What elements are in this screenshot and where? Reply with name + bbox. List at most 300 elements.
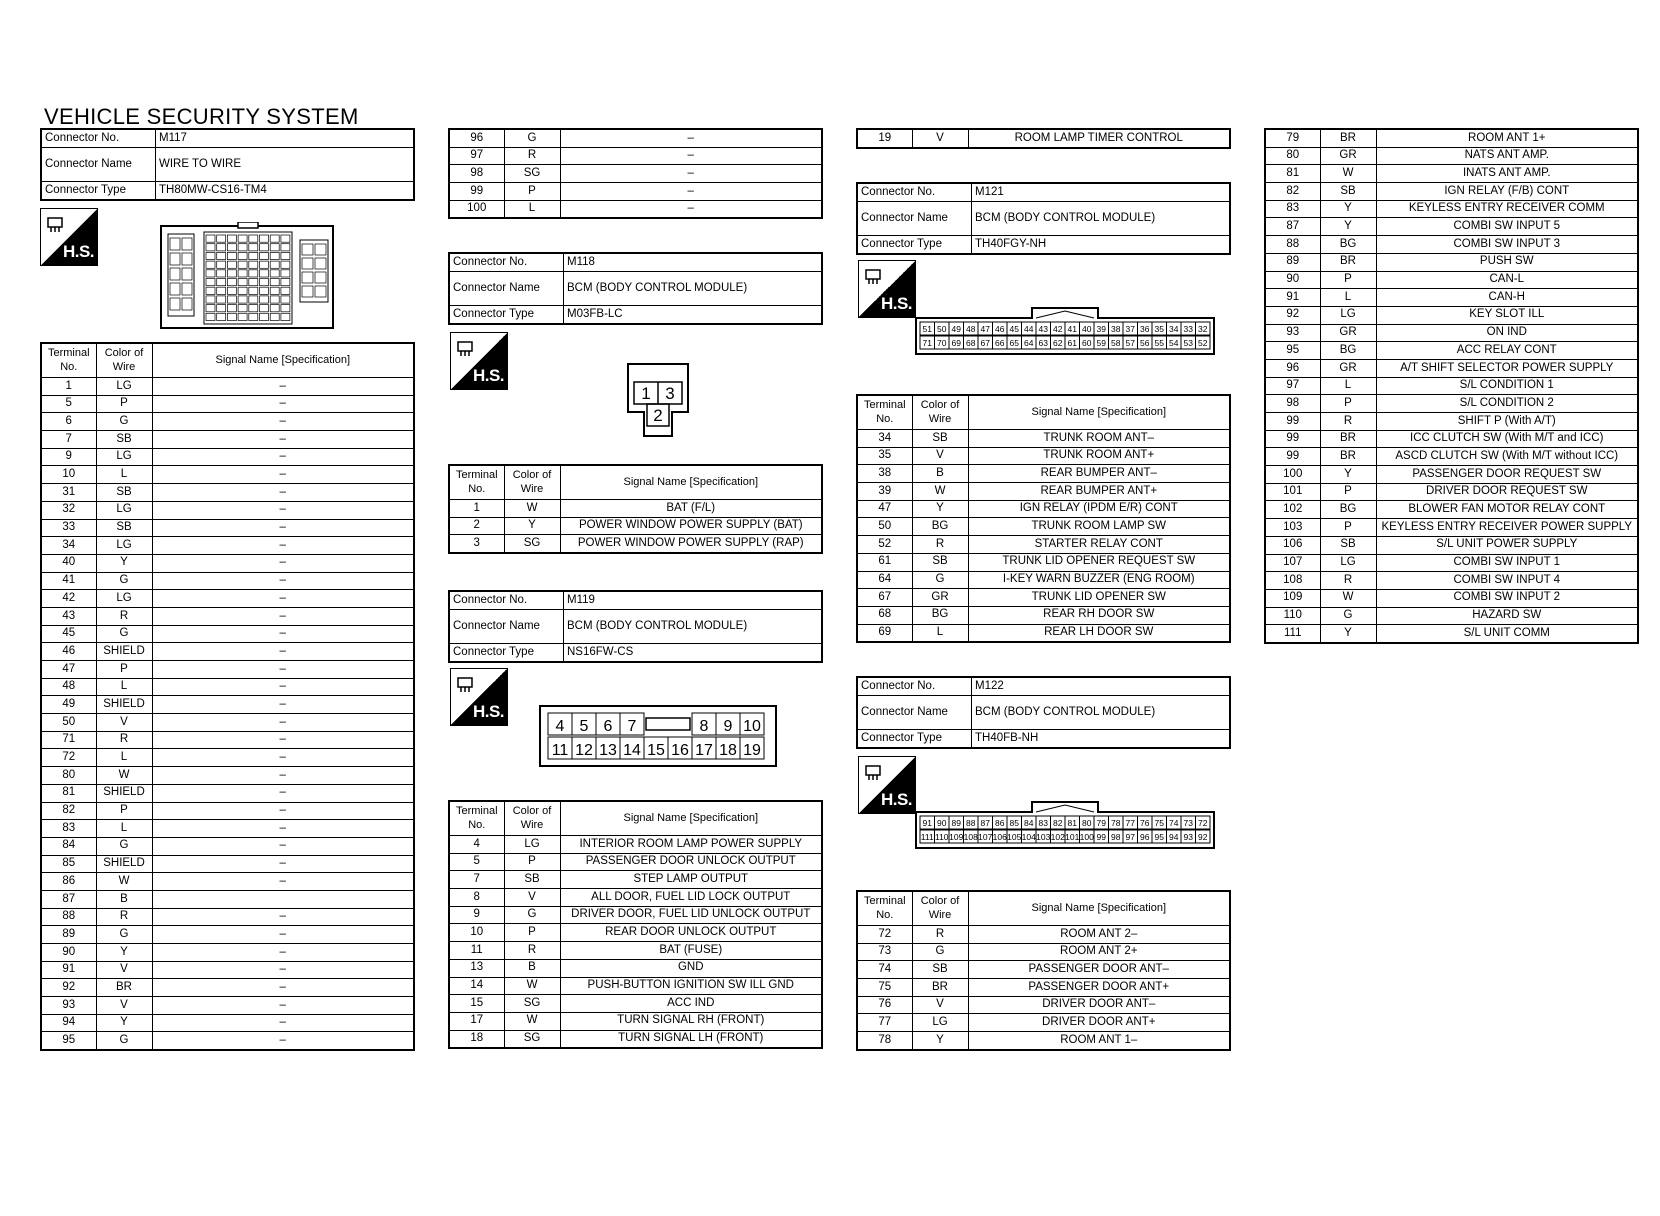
terminal-no: 42 <box>41 590 96 608</box>
wire-color: Y <box>912 1032 968 1050</box>
wire-color: L <box>96 820 152 838</box>
wire-color: SHIELD <box>96 784 152 802</box>
signal-name: – <box>152 519 414 537</box>
wire-color: V <box>96 961 152 979</box>
cavity <box>238 287 247 294</box>
wire-color: P <box>96 395 152 413</box>
m122-info-table <box>856 676 1231 749</box>
terminal-no: 89 <box>41 926 96 944</box>
pin-number: 46 <box>995 323 1005 334</box>
pin-number: 4 <box>555 718 565 735</box>
signal-name: – <box>152 448 414 466</box>
signal-name <box>152 890 414 908</box>
wire-color: G <box>504 129 560 147</box>
terminal-no: 64 <box>857 571 912 589</box>
signal-name: ROOM ANT 2– <box>968 926 1230 944</box>
pin-number: 97 <box>1125 831 1135 842</box>
cavity <box>249 313 258 320</box>
cavity <box>217 235 226 242</box>
table-row <box>41 926 414 944</box>
cavity <box>260 261 269 268</box>
m119-terminal-section <box>448 800 823 1049</box>
wire-color: BG <box>1320 342 1376 360</box>
signal-name: S/L UNIT POWER SUPPLY <box>1376 536 1638 554</box>
pin-number: 11 <box>551 742 569 759</box>
pin-number: 12 <box>575 742 593 759</box>
wire-color: SB <box>912 553 968 571</box>
terminal-no: 49 <box>41 696 96 714</box>
terminal-no: 1 <box>449 500 504 518</box>
cavity <box>260 244 269 251</box>
terminal-no: 18 <box>449 1030 504 1048</box>
connector-plug-icon <box>864 266 886 288</box>
terminal-no: 33 <box>41 519 96 537</box>
connector-name-value: BCM (BODY CONTROL MODULE) <box>972 696 1231 730</box>
connector-no-value: M117 <box>156 129 415 148</box>
wire-color: LG <box>96 590 152 608</box>
cavity <box>270 305 279 312</box>
terminal-no: 82 <box>1265 183 1320 201</box>
wire-color: LG <box>96 448 152 466</box>
terminal-no: 83 <box>41 820 96 838</box>
signal-name: – <box>152 1014 414 1032</box>
terminal-no: 39 <box>857 483 912 501</box>
signal-name: ROOM ANT 2+ <box>968 943 1230 961</box>
pin-number: 39 <box>1096 323 1106 334</box>
wire-color: L <box>504 200 560 218</box>
terminal-no: 95 <box>41 1032 96 1050</box>
terminal-no: 88 <box>1265 236 1320 254</box>
signal-name: – <box>152 572 414 590</box>
terminal-no: 95 <box>1265 342 1320 360</box>
terminal-no: 102 <box>1265 501 1320 519</box>
signal-name: DRIVER DOOR ANT+ <box>968 1014 1230 1032</box>
pin-number: 106 <box>992 831 1007 842</box>
pin-number: 67 <box>980 337 990 348</box>
terminal-no: 90 <box>41 944 96 962</box>
pin-number: 49 <box>951 323 961 334</box>
wire-color: G <box>96 837 152 855</box>
table-row <box>1265 165 1638 183</box>
m122-terminal-table <box>856 890 1231 1051</box>
page-title: VEHICLE SECURITY SYSTEM <box>44 104 359 129</box>
cavity <box>170 283 180 295</box>
wire-color: SB <box>96 519 152 537</box>
signal-name: PASSENGER DOOR REQUEST SW <box>1376 466 1638 484</box>
terminal-no: 80 <box>41 767 96 785</box>
wire-color: SHIELD <box>96 643 152 661</box>
terminal-no: 31 <box>41 484 96 502</box>
terminal-no: 87 <box>1265 218 1320 236</box>
connector-plug-icon <box>864 762 886 784</box>
cavity <box>281 261 290 268</box>
pin-number: 36 <box>1140 323 1150 334</box>
terminal-no: 77 <box>857 1014 912 1032</box>
table-row <box>41 802 414 820</box>
pin-number: 47 <box>980 323 990 334</box>
wire-color: SB <box>912 430 968 448</box>
table-row <box>1265 448 1638 466</box>
signal-name: TRUNK LID OPENER REQUEST SW <box>968 553 1230 571</box>
signal-name: – <box>152 696 414 714</box>
cavity <box>182 268 192 280</box>
signal-header: Signal Name [Specification] <box>560 465 822 500</box>
wire-color: SG <box>504 1030 560 1048</box>
cavity <box>227 279 236 286</box>
terminal-no: 50 <box>41 714 96 732</box>
wire-color: V <box>96 714 152 732</box>
terminal-no: 34 <box>857 430 912 448</box>
table-row <box>1265 466 1638 484</box>
pin-number: 96 <box>1140 831 1150 842</box>
table-row <box>41 837 414 855</box>
wire-color: W <box>504 500 560 518</box>
cavity <box>217 279 226 286</box>
connector-name-label: Connector Name <box>449 272 564 306</box>
m121-connector-diagram <box>914 306 1216 356</box>
cavity <box>302 244 313 255</box>
cavity <box>270 287 279 294</box>
terminal-no: 10 <box>449 924 504 942</box>
wire-color: Y <box>96 554 152 572</box>
cavity <box>281 287 290 294</box>
table-row <box>41 731 414 749</box>
wire-color: G <box>96 572 152 590</box>
pin-number: 9 <box>723 718 733 735</box>
wire-color: P <box>96 661 152 679</box>
wire-color: BG <box>1320 501 1376 519</box>
connector-type-label: Connector Type <box>449 644 564 663</box>
terminal-no: 47 <box>41 661 96 679</box>
table-row <box>41 890 414 908</box>
wire-color: BG <box>912 518 968 536</box>
terminal-no: 75 <box>857 979 912 997</box>
wire-color: R <box>912 926 968 944</box>
cavity <box>170 238 180 250</box>
connector-type-value: M03FB-LC <box>564 306 823 325</box>
wire-color: L <box>96 678 152 696</box>
signal-name: ON IND <box>1376 324 1638 342</box>
terminal-no: 50 <box>857 518 912 536</box>
table-row <box>449 906 822 924</box>
pin-number: 107 <box>978 831 993 842</box>
pin-number: 38 <box>1111 323 1121 334</box>
pin-number: 82 <box>1053 817 1063 828</box>
terminal-no: 72 <box>857 926 912 944</box>
terminal-no: 5 <box>449 853 504 871</box>
signal-name: ROOM ANT 1– <box>968 1032 1230 1050</box>
signal-name: TRUNK ROOM ANT+ <box>968 447 1230 465</box>
terminal-no: 91 <box>41 961 96 979</box>
m122-continued-table <box>1264 128 1639 644</box>
cavity <box>227 261 236 268</box>
cavity <box>238 313 247 320</box>
cavity <box>182 298 192 310</box>
terminal-no: 90 <box>1265 271 1320 289</box>
pin-number: 5 <box>579 718 589 735</box>
signal-name: KEYLESS ENTRY RECEIVER POWER SUPPLY <box>1376 519 1638 537</box>
wire-color: SB <box>96 431 152 449</box>
terminal-no: 110 <box>1265 607 1320 625</box>
table-row <box>449 977 822 995</box>
wire-color: P <box>504 924 560 942</box>
cavity <box>217 296 226 303</box>
signal-header: Signal Name [Specification] <box>968 395 1230 430</box>
table-row <box>1265 271 1638 289</box>
pin-number: 100 <box>1079 831 1094 842</box>
color-header: Color of Wire <box>504 801 560 836</box>
terminal-no: 2 <box>449 517 504 535</box>
cavity <box>249 244 258 251</box>
wire-color: B <box>912 465 968 483</box>
signal-name: I-KEY WARN BUZZER (ENG ROOM) <box>968 571 1230 589</box>
table-row <box>41 501 414 519</box>
cavity <box>227 287 236 294</box>
wire-color: V <box>504 889 560 907</box>
m118-info-table <box>448 252 823 325</box>
cavity <box>227 235 236 242</box>
signal-name: – <box>152 749 414 767</box>
terminal-no: 32 <box>41 501 96 519</box>
terminal-no: 68 <box>857 606 912 624</box>
pin-number: 68 <box>966 337 976 348</box>
pin-number: 108 <box>963 831 978 842</box>
pin-number: 92 <box>1198 831 1208 842</box>
pin-number: 81 <box>1067 817 1077 828</box>
pin-number: 95 <box>1154 831 1164 842</box>
terminal-no: 7 <box>449 871 504 889</box>
pin-number: 65 <box>1009 337 1019 348</box>
wire-color: R <box>96 908 152 926</box>
cavity <box>238 279 247 286</box>
table-row <box>857 483 1230 501</box>
terminal-no: 111 <box>1265 625 1320 643</box>
pin-number: 57 <box>1125 337 1135 348</box>
table-row <box>41 997 414 1015</box>
cavity <box>302 286 313 297</box>
table-row <box>1265 483 1638 501</box>
table-row <box>1265 289 1638 307</box>
connector-type-value: TH80MW-CS16-TM4 <box>156 182 415 201</box>
pin-number: 66 <box>995 337 1005 348</box>
wire-color: SB <box>912 961 968 979</box>
terminal-no: 61 <box>857 553 912 571</box>
table-row <box>41 484 414 502</box>
m122-section <box>856 676 1231 749</box>
table-row <box>857 553 1230 571</box>
table-row <box>41 466 414 484</box>
signal-name: STEP LAMP OUTPUT <box>560 871 822 889</box>
terminal-no: 67 <box>857 589 912 607</box>
cavity <box>170 253 180 265</box>
table-row <box>41 554 414 572</box>
terminal-no: 82 <box>41 802 96 820</box>
table-row <box>449 924 822 942</box>
signal-name: ROOM ANT 1+ <box>1376 129 1638 147</box>
wire-color: G <box>912 571 968 589</box>
pin-number: 35 <box>1154 323 1164 334</box>
terminal-no: 99 <box>1265 448 1320 466</box>
pin-number: 83 <box>1038 817 1048 828</box>
table-row <box>41 1014 414 1032</box>
terminal-no: 89 <box>1265 253 1320 271</box>
terminal-no: 101 <box>1265 483 1320 501</box>
terminal-no: 92 <box>1265 306 1320 324</box>
terminal-no: 86 <box>41 873 96 891</box>
terminal-header: Terminal No. <box>857 891 912 926</box>
terminal-no: 103 <box>1265 519 1320 537</box>
wire-color: W <box>1320 589 1376 607</box>
pin-number: 104 <box>1021 831 1036 842</box>
terminal-no: 72 <box>41 749 96 767</box>
table-row <box>41 784 414 802</box>
terminal-no: 35 <box>857 447 912 465</box>
signal-name: – <box>560 200 822 218</box>
color-header: Color of Wire <box>912 891 968 926</box>
terminal-no: 4 <box>449 836 504 854</box>
wire-color: SG <box>504 535 560 553</box>
wire-color: W <box>504 977 560 995</box>
cavity <box>206 313 215 320</box>
table-row <box>1265 324 1638 342</box>
wire-color: GR <box>1320 147 1376 165</box>
connector-no-label: Connector No. <box>857 677 972 696</box>
pin-number: 69 <box>951 337 961 348</box>
pin-number: 32 <box>1198 323 1208 334</box>
terminal-no: 69 <box>857 624 912 642</box>
hs-label: H.S. <box>880 294 912 313</box>
wire-color: R <box>912 536 968 554</box>
pin-number: 40 <box>1082 323 1092 334</box>
wire-color: SB <box>1320 183 1376 201</box>
cavity <box>281 252 290 259</box>
pin-key-slot <box>646 718 690 730</box>
table-row <box>449 517 822 535</box>
table-row <box>449 959 822 977</box>
pin-number: 44 <box>1024 323 1034 334</box>
wire-color: SB <box>504 871 560 889</box>
cavity <box>227 244 236 251</box>
cavity <box>206 270 215 277</box>
signal-name: S/L CONDITION 1 <box>1376 377 1638 395</box>
pin-number: 90 <box>937 817 947 828</box>
terminal-no: 107 <box>1265 554 1320 572</box>
terminal-no: 109 <box>1265 589 1320 607</box>
cavity <box>217 261 226 268</box>
table-row <box>41 537 414 555</box>
wire-color: Y <box>1320 625 1376 643</box>
terminal-no: 100 <box>449 200 504 218</box>
color-header: Color of Wire <box>96 343 152 378</box>
table-row <box>1265 413 1638 431</box>
terminal-no: 92 <box>41 979 96 997</box>
wire-color: W <box>96 767 152 785</box>
table-row <box>857 606 1230 624</box>
wire-color: Y <box>1320 218 1376 236</box>
cavity <box>315 286 326 297</box>
table-row <box>449 129 822 147</box>
wire-color: R <box>504 147 560 165</box>
table-row <box>1265 147 1638 165</box>
pin-number: 105 <box>1007 831 1022 842</box>
signal-name: – <box>560 147 822 165</box>
signal-name: ACC RELAY CONT <box>1376 342 1638 360</box>
terminal-no: 91 <box>1265 289 1320 307</box>
table-row <box>857 979 1230 997</box>
signal-name: REAR LH DOOR SW <box>968 624 1230 642</box>
wire-color: SB <box>1320 536 1376 554</box>
pin-number: 10 <box>743 718 761 735</box>
pin-number: 89 <box>951 817 961 828</box>
table-row <box>41 1032 414 1050</box>
connector-no-value: M118 <box>564 253 823 272</box>
connector-name-label: Connector Name <box>449 610 564 644</box>
terminal-no: 47 <box>857 500 912 518</box>
wire-color: Y <box>96 1014 152 1032</box>
terminal-no: 99 <box>1265 413 1320 431</box>
cavity <box>249 279 258 286</box>
wire-color: Y <box>1320 466 1376 484</box>
signal-name: – <box>152 873 414 891</box>
pin-number: 64 <box>1024 337 1034 348</box>
wire-color: SB <box>96 484 152 502</box>
connector-no-label: Connector No. <box>41 129 156 148</box>
signal-name: KEYLESS ENTRY RECEIVER COMM <box>1376 200 1638 218</box>
terminal-no: 96 <box>1265 359 1320 377</box>
table-row <box>41 519 414 537</box>
pin-number: 85 <box>1009 817 1019 828</box>
pin-number: 109 <box>949 831 964 842</box>
pin-number: 41 <box>1067 323 1077 334</box>
wire-color: L <box>96 749 152 767</box>
cavity <box>270 270 279 277</box>
cavity <box>281 270 290 277</box>
cavity <box>260 270 269 277</box>
cavity <box>182 253 192 265</box>
signal-name: – <box>152 961 414 979</box>
terminal-no: 48 <box>41 678 96 696</box>
pin-number: 16 <box>671 742 689 759</box>
terminal-no: 84 <box>41 837 96 855</box>
connector-type-label: Connector Type <box>449 306 564 325</box>
table-row <box>41 431 414 449</box>
table-row <box>1265 430 1638 448</box>
wire-color: R <box>1320 572 1376 590</box>
cavity <box>315 272 326 283</box>
signal-name: PUSH-BUTTON IGNITION SW ILL GND <box>560 977 822 995</box>
wire-color: SG <box>504 995 560 1013</box>
terminal-no: 97 <box>1265 377 1320 395</box>
table-row <box>857 465 1230 483</box>
table-row <box>449 147 822 165</box>
table-row <box>1265 572 1638 590</box>
table-row <box>1265 218 1638 236</box>
terminal-no: 13 <box>449 959 504 977</box>
terminal-no: 19 <box>857 129 912 148</box>
signal-name: PASSENGER DOOR UNLOCK OUTPUT <box>560 853 822 871</box>
table-row <box>1265 625 1638 643</box>
cavity <box>281 279 290 286</box>
terminal-no: 73 <box>857 943 912 961</box>
cavity <box>281 244 290 251</box>
wire-color: P <box>1320 483 1376 501</box>
pin-number: 72 <box>1198 817 1208 828</box>
cavity <box>182 283 192 295</box>
pin-number: 53 <box>1183 337 1193 348</box>
signal-name: – <box>152 979 414 997</box>
connector-type-value: TH40FGY-NH <box>972 236 1231 255</box>
cavity <box>270 235 279 242</box>
